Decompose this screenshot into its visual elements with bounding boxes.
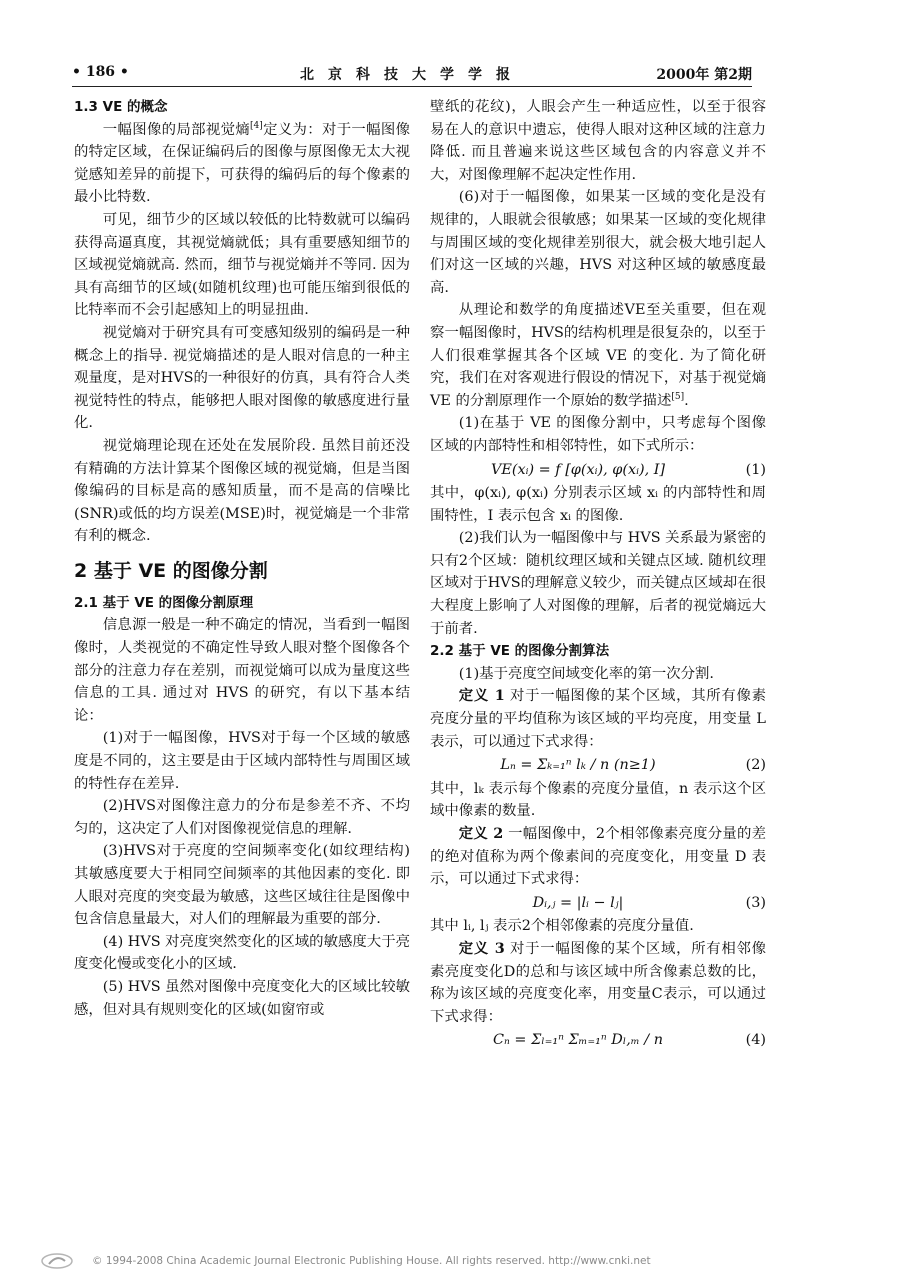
conclusion-item: (5) HVS 虽然对图像中亮度变化大的区域比较敏感，但对具有规则变化的区域(如窗帘或 bbox=[74, 978, 410, 1018]
paragraph: 可见，细节少的区域以较低的比特数就可以编码获得高逼真度，其视觉熵就低；具有重要感知细节的区域视觉熵就高. 然而，细节与视觉熵并不等同. 因为具有高细节的区域(如随机纹理)也可能压缩到很低的比特率而不会引起感知上的明显扭曲. bbox=[74, 211, 410, 319]
conclusion-item: (1)对于一幅图像，HVS对于每一个区域的敏感度是不同的，这主要是由于区域内部特性与周围区域的特性存在差异. bbox=[74, 730, 410, 792]
paragraph: 壁纸的花纹)，人眼会产生一种适应性，以至于很容易在人的意识中遗忘，使得人眼对这种区域的注意力降低. 而且普遍来说这些区域包含的内容意义并不大，对图像理解不起决定性作用. bbox=[430, 99, 766, 183]
equation-3 bbox=[430, 892, 766, 915]
paragraph-text: 定义为：对于一幅图像的特定区域，在保证编码后的图像与原图像无太大视觉感知差异的前提下，可获得的编码后的每个像素的最小比特数. bbox=[74, 121, 410, 206]
section-2-title: 2 基于 VE 的图像分割 bbox=[74, 559, 268, 582]
equation-number: (4) bbox=[745, 1032, 766, 1049]
paragraph bbox=[74, 119, 410, 209]
equation-expression: Dᵢ,ⱼ = |lᵢ − lⱼ| bbox=[532, 894, 624, 911]
paragraph: (1)基于亮度空间域变化率的第一次分割. bbox=[458, 665, 715, 682]
section-1-3-title: 1.3 VE 的概念 bbox=[74, 99, 168, 115]
paragraph: 视觉熵对于研究具有可变感知级别的编码是一种概念上的指导. 视觉熵描述的是人眼对信息的一种主观量度，是对HVS的一种很好的仿真，具有符合人类视觉特性的特点，能够把人眼对图像的敏感度进行量化. bbox=[74, 324, 410, 432]
equation-expression: Lₙ = Σₖ₌₁ⁿ lₖ / n (n≥1) bbox=[500, 757, 656, 774]
conclusion-item: (6)对于一幅图像，如果某一区域的变化是没有规律的，人眼就会很敏感；如果某一区域的变化规律与周围区域的变化规律差别很大，就会极大地引起人们对这一区域的兴趣，HVS 对这种区域的敏感度最高. bbox=[430, 189, 766, 296]
equation-2 bbox=[430, 754, 766, 777]
definition-label: 定义 3 bbox=[458, 939, 505, 957]
left-column bbox=[74, 96, 410, 1021]
equation-number: (1) bbox=[745, 461, 766, 478]
cnki-logo-icon bbox=[40, 1252, 74, 1270]
definition-text: 一幅图像中，2个相邻像素亮度分量的差的绝对值称为两个像素间的亮度变化，用变量 D 表示，可以通过下式求得： bbox=[430, 826, 766, 888]
definition-3 bbox=[430, 938, 766, 1028]
page-number: • 186 • bbox=[72, 64, 129, 80]
citation-ref: [4] bbox=[250, 120, 263, 131]
equation-expression: VE(xᵢ) = f [φ(xᵢ), φ(xᵢ), I] bbox=[490, 461, 666, 478]
equation-4 bbox=[430, 1029, 766, 1052]
equation-1 bbox=[430, 459, 766, 482]
definition-label: 定义 1 bbox=[458, 687, 505, 705]
equation-expression: Cₙ = Σₗ₌₁ⁿ Σₘ₌₁ⁿ Dₗ,ₘ / n bbox=[493, 1032, 663, 1049]
paragraph: 其中，φ(xᵢ), φ(xᵢ) 分别表示区域 xᵢ 的内部特性和周围特性，I 表示包含 xᵢ 的图像. bbox=[430, 485, 766, 524]
right-column bbox=[430, 96, 766, 1053]
conclusion-item: (2)HVS对图像注意力的分布是参差不齐、不均匀的，这决定了人们对图像视觉信息的理解. bbox=[74, 798, 410, 837]
section-2-2-title: 2.2 基于 VE 的图像分割算法 bbox=[430, 643, 610, 660]
definition-text: 对于一幅图像的某个区域，其所有像素亮度分量的平均值称为该区域的平均亮度，用变量 L 表示，可以通过下式求得： bbox=[430, 688, 766, 750]
running-header bbox=[72, 62, 752, 87]
paragraph-text: 从理论和数学的角度描述VE至关重要，但在观察一幅图像时，HVS的结构机理是很复杂的，以至于人们很难掌握其各个区域 VE 的变化. 为了简化研究，我们在对客观进行假设的情况下，对基于视觉熵 VE 的分割原理作一个原始的数学描述 bbox=[430, 302, 766, 409]
journal-title: 北京科技大学学报 bbox=[300, 67, 524, 83]
definition-1 bbox=[430, 685, 766, 753]
paragraph: 其中，lₖ 表示每个像素的亮度分量值，n 表示这个区域中像素的数量. bbox=[430, 780, 766, 820]
paragraph: 信息源一般是一种不确定的情况，当看到一幅图像时，人类视觉的不确定性导致人眼对整个图像各个部分的注意力存在差别，而视觉熵可以成为量度这些信息的工具. 通过对 HVS 的研究，有以下基本结论： bbox=[74, 617, 410, 724]
definition-label: 定义 2 bbox=[458, 825, 504, 842]
paragraph: 视觉熵理论现在还处在发展阶段. 虽然目前还没有精确的方法计算某个图像区域的视觉熵，但是当图像编码的目标是高的感知质量，而不是高的信噪比(SNR)或低的均方误差(MSE)时，视觉熵是一个非常有利的概念. bbox=[74, 437, 410, 545]
paragraph: 从理论和数学的角度描述VE至关重要，但在观察一幅图像时，HVS的结构机理是很复杂的，以至于人们很难掌握其各个区域 VE 的变化. 为了简化研究，我们在对客观进行假设的情况下，对基于视觉熵 VE 的分割原理作一个原始的数学描述[5]. bbox=[430, 302, 766, 409]
paragraph-text: 一幅图像的局部视觉熵 bbox=[102, 121, 251, 138]
page-footer bbox=[40, 1252, 880, 1272]
paragraph: 其中 lᵢ, lⱼ 表示2个相邻像素的亮度分量值. bbox=[430, 918, 694, 935]
equation-number: (3) bbox=[745, 894, 766, 911]
issue-label: 2000年 第2期 bbox=[656, 67, 752, 83]
citation-ref: [5] bbox=[671, 391, 685, 402]
assumption-item: (1)在基于 VE 的图像分割中，只考虑每个图像区域的内部特性和相邻特性，如下式所示： bbox=[430, 415, 766, 454]
copyright-text: © 1994-2008 China Academic Journal Electronic Publishing House. All rights reserved. http://www.cnki.net bbox=[92, 1255, 651, 1267]
definition-2 bbox=[430, 823, 766, 891]
definition-text: 对于一幅图像的某个区域，所有相邻像素亮度变化D的总和与该区域中所含像素总数的比，称为该区域的亮度变化率，用变量C表示，可以通过下式求得： bbox=[430, 940, 766, 1025]
equation-number: (2) bbox=[745, 757, 766, 774]
assumption-item: (2)我们认为一幅图像中与 HVS 关系最为紧密的只有2个区域：随机纹理区域和关键点区域. 随机纹理区域对于HVS的理解意义较少，而关键点区域却在很大程度上影响了人对图像的理解，后者的视觉熵远大于前者. bbox=[430, 530, 766, 637]
section-2-1-title: 2.1 基于 VE 的图像分割原理 bbox=[74, 594, 254, 611]
conclusion-item: (4) HVS 对亮度突然变化的区域的敏感度大于亮度变化慢或变化小的区域. bbox=[74, 933, 410, 973]
conclusion-item: (3)HVS对于亮度的空间频率变化(如纹理结构)其敏感度要大于相同空间频率的其他因素的变化. 即人眼对亮度的突变最为敏感，这些区域往往是图像中包含信息量最大，对人们的理解最为重要的部分. bbox=[74, 843, 410, 928]
